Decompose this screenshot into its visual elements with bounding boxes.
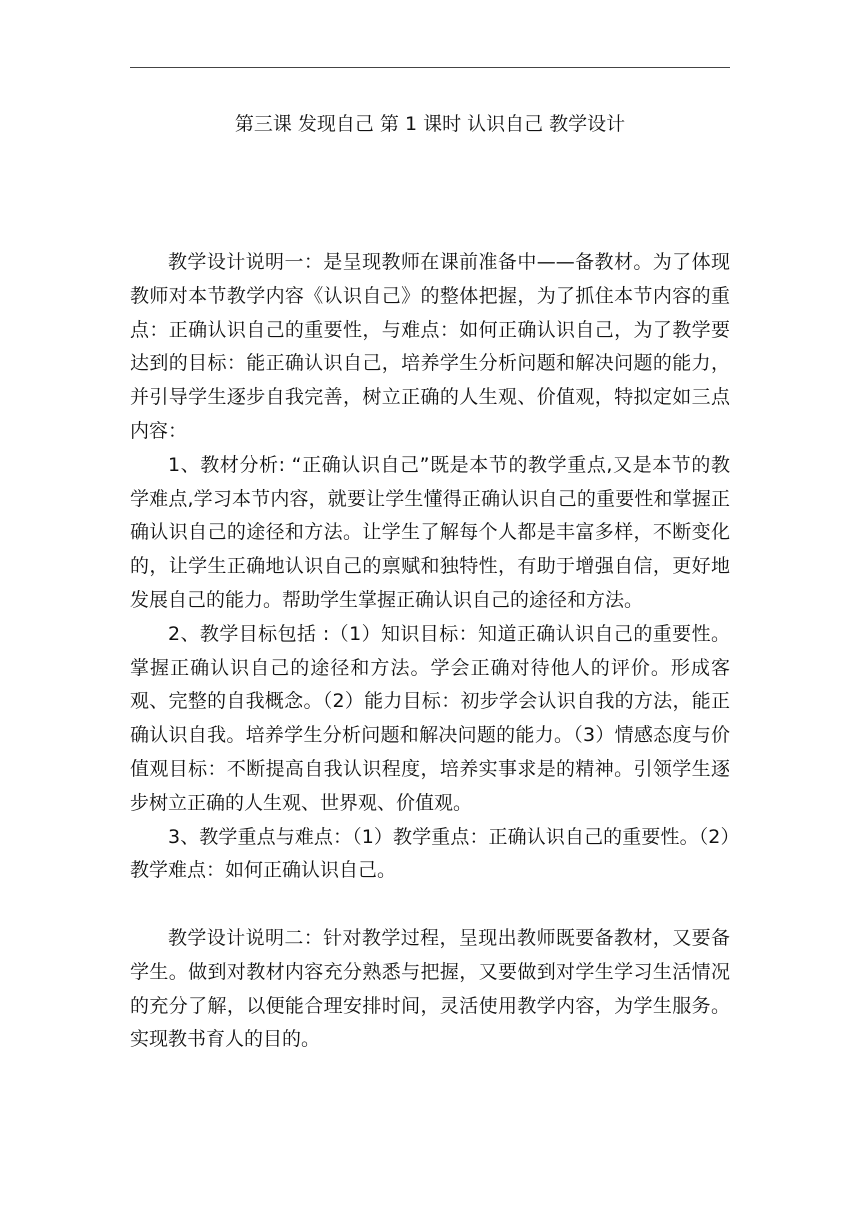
- paragraph-teaching-objectives: 2、教学目标包括 :（1）知识目标：知道正确认识自己的重要性。掌握正确认识自己的途径和方法。学会正确对待他人的评价。形成客观、完整的自我概念。（2）能力目标：初步学会认识自我的方法，能正确认识自我。培养学生分析问题和解决问题的能力。（3）情感态度与价值观目标：不断提高自我认识程度，培养实事求是的精神。引领学生逐步树立正确的人生观、世界观、价值观。: [130, 622, 730, 814]
- paragraph-key-points: 3、教学重点与难点：（1）教学重点：正确认识自己的重要性。（2）教学难点：如何正确认识自己。: [130, 825, 730, 882]
- paragraph-textbook-analysis: 1、教材分析: “正确认识自己”既是本节的教学重点,又是本节的教学难点,学习本节内容，就要让学生懂得正确认识自己的重要性和掌握正确认识自己的途径和方法。让学生了解每个人都是丰富多样，不断变化 的，让学生正确地认识自己的禀赋和独特性，有助于增强自信，更好地发展自己的能力。帮助学生掌握正确认识自己的途径和方法。: [130, 453, 730, 611]
- paragraph-design-note-1: 教学设计说明一：是呈现教师在课前准备中——备教材。为了体现教师对本节教学内容《认识自己》的整体把握，为了抓住本节内容的重点：正确认识自己的重要性，与难点：如何正确认识自己，为了教学要达到的目标：能正确认识自己，培养学生分析问题和解决问题的能力，并引导学生逐步自我完善，树立正确的人生观、价值观，特拟定如三点内容：: [130, 251, 730, 442]
- document-title: 第三课 发现自己 第 1 课时 认识自己 教学设计: [234, 113, 626, 135]
- paragraph-design-note-2: 教学设计说明二：针对教学过程，呈现出教师既要备教材，又要备学生。做到对教材内容充分熟悉与把握，又要做到对学生学习生活情况的充分了解，以便能合理安排时间，灵活使用教学内容，为学生服务。实现教书育人的目的。: [130, 926, 730, 1051]
- document-body: [130, 246, 730, 1057]
- header-rule: [130, 67, 730, 68]
